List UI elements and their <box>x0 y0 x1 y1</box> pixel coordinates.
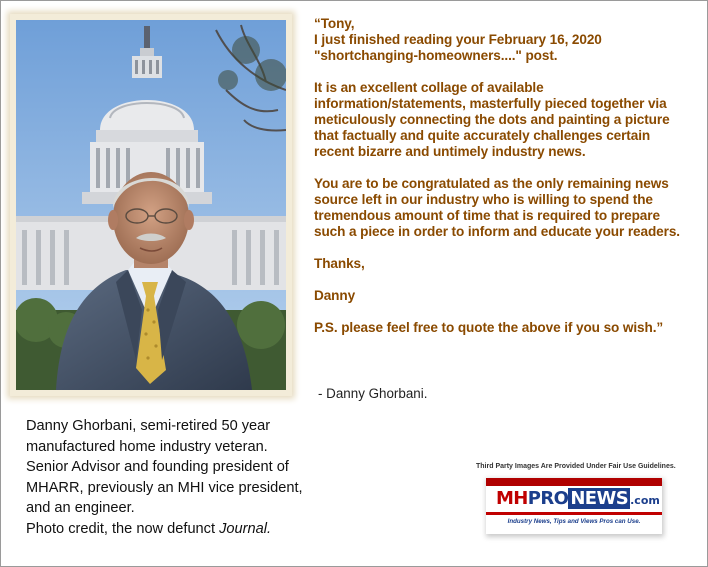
quote-line: that factually and quite accurately challenges certain <box>314 128 651 143</box>
quote-line: tremendous amount of time that is required to prepare <box>314 208 660 223</box>
logo-divider <box>486 512 662 515</box>
logo-com: .com <box>630 494 660 507</box>
quote-line: You are to be congratulated as the only remaining news <box>314 176 669 191</box>
quote-line: information/statements, masterfully pieced together via <box>314 96 667 111</box>
quote-line: "shortchanging-homeowners...." post. <box>314 48 558 63</box>
quote-line: “Tony, <box>314 16 355 31</box>
credit-journal: Journal. <box>219 520 272 537</box>
signature: - Danny Ghorbani. <box>318 386 428 401</box>
quote-line: source left in our industry who is willing to spend the <box>314 192 653 207</box>
logo-mh: MH <box>496 488 528 509</box>
quote-line: I just finished reading your February 16, 2020 <box>314 32 602 47</box>
caption-line: and an engineer. <box>26 500 135 517</box>
photo-caption <box>26 416 326 540</box>
testimonial-quote <box>314 16 706 336</box>
quote-name: Danny <box>314 288 356 303</box>
caption-line: Senior Advisor and founding president of <box>26 459 289 476</box>
quote-postscript: P.S. please feel free to quote the above if you so wish.” <box>314 320 664 335</box>
credit-text: Photo credit, the now defunct <box>26 520 220 537</box>
portrait-photo <box>16 20 286 390</box>
fair-use-notice: Third Party Images Are Provided Under Fair Use Guidelines. <box>476 463 676 470</box>
caption-line: MHARR, previously an MHI vice president, <box>26 479 303 496</box>
logo-wordmark <box>496 488 660 509</box>
quote-line: recent bizarre and untimely industry news. <box>314 144 586 159</box>
quote-line: such a piece in order to inform and educate your readers. <box>314 224 680 239</box>
mhpronews-logo <box>486 478 662 534</box>
logo-tagline: Industry News, Tips and Views Pros can Use. <box>507 518 641 525</box>
logo-news: NEWS <box>570 488 629 509</box>
logo-top-bar <box>486 478 662 486</box>
quote-line: It is an excellent collage of available <box>314 80 544 95</box>
caption-credit <box>26 519 326 540</box>
caption-line: Danny Ghorbani, semi-retired 50 year <box>26 418 271 434</box>
photo-frame <box>10 14 292 396</box>
quote-closing: Thanks, <box>314 256 365 271</box>
caption-line: manufactured home industry veteran. <box>26 438 268 455</box>
logo-pro: PRO <box>527 488 569 509</box>
quote-line: meticulously connecting the dots and painting a picture <box>314 112 670 127</box>
